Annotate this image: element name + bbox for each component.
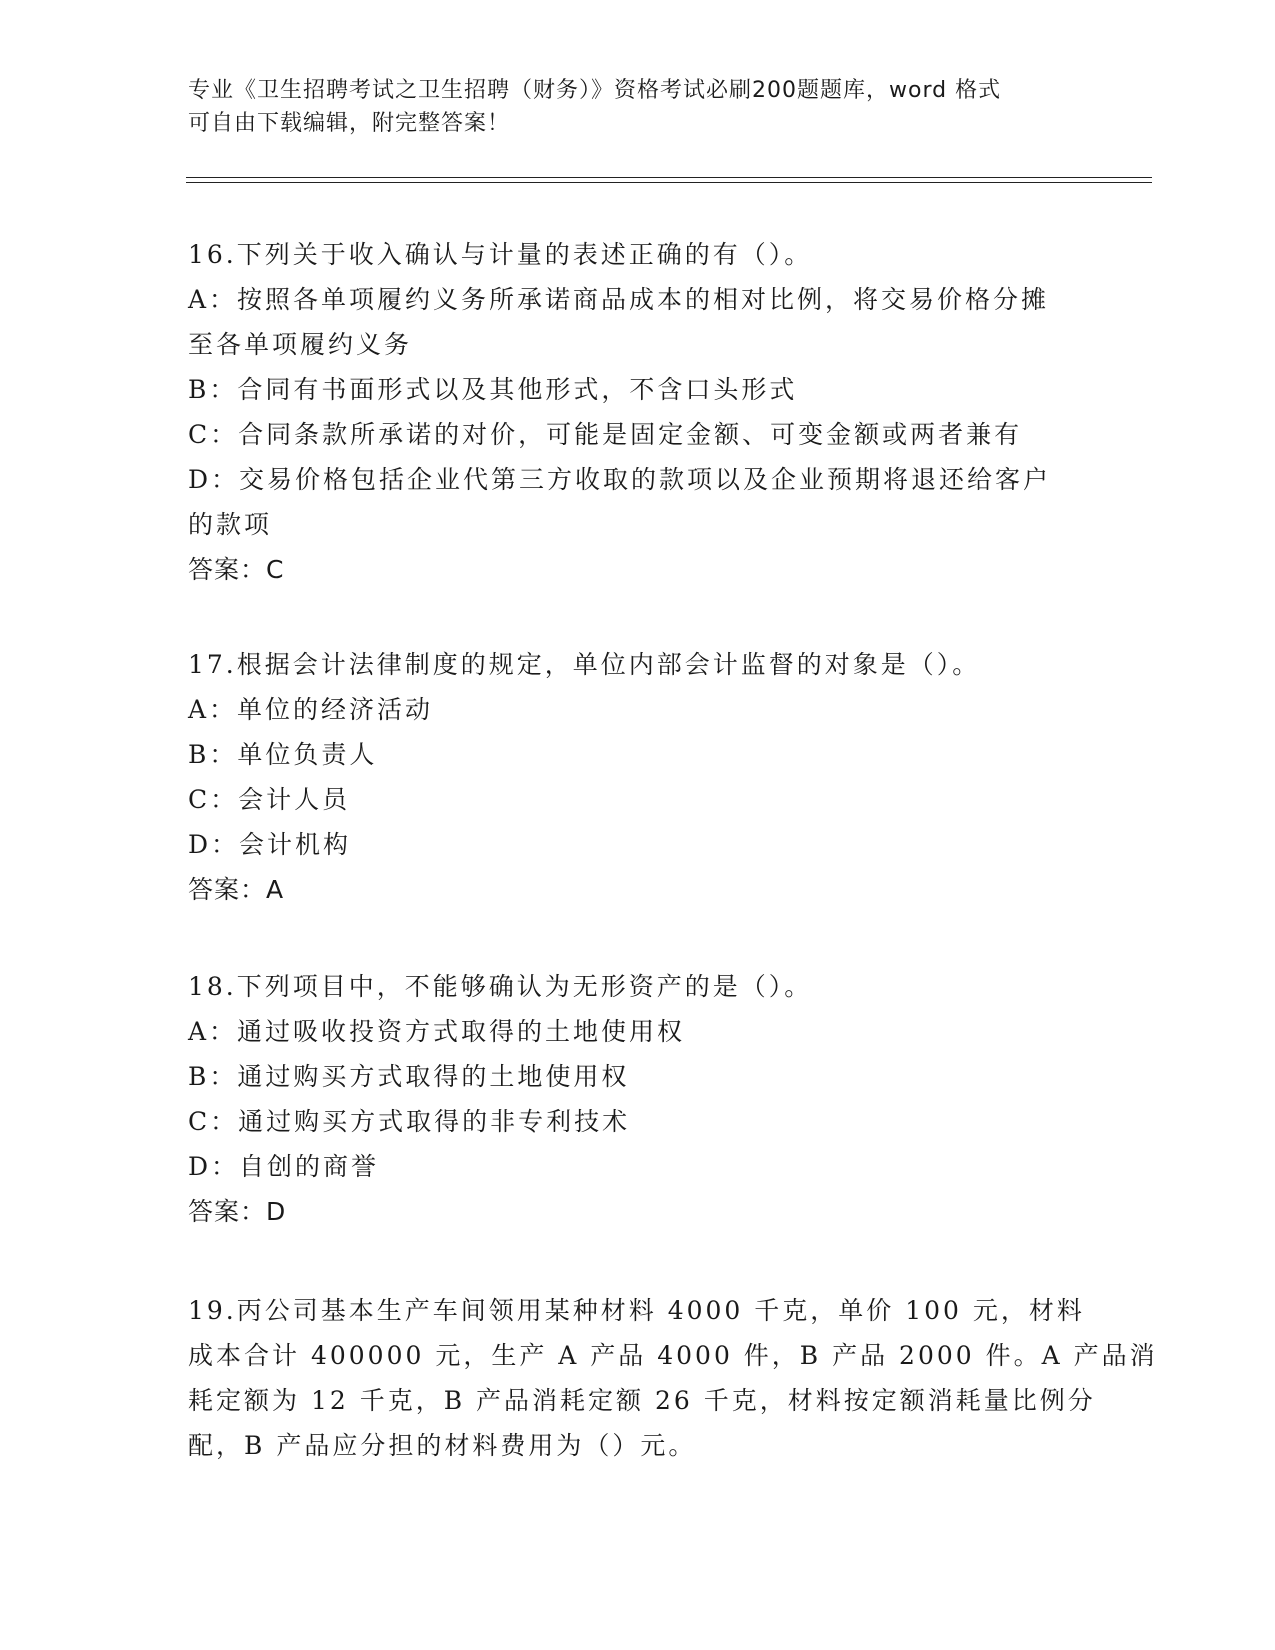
option-d-line-1: D：交易价格包括企业代第三方收取的款项以及企业预期将退还给客户 [188,465,1052,494]
option-b: B：合同有书面形式以及其他形式，不含口头形式 [188,375,798,404]
answer: 答案：A [188,875,285,904]
question-stem-line-1: 19.丙公司基本生产车间领用某种材料 4000 千克，单价 100 元，材料 [188,1296,1085,1325]
question-stem: 18.下列项目中，不能够确认为无形资产的是（）。 [188,972,813,1001]
option-a-line-1: A：按照各单项履约义务所承诺商品成本的相对比例，将交易价格分摊 [188,285,1050,314]
question-16 [188,232,1088,592]
question-18 [188,964,1088,1234]
question-stem-line-3: 耗定额为 12 千克，B 产品消耗定额 26 千克，材料按定额消耗量比例分 [188,1386,1096,1415]
question-stem: 17.根据会计法律制度的规定，单位内部会计监督的对象是（）。 [188,650,981,679]
question-19 [188,1288,1158,1468]
answer: 答案：C [188,555,285,584]
option-a-line-2: 至各单项履约义务 [188,330,413,359]
header-line-2: 可自由下载编辑，附完整答案！ [188,111,511,136]
option-b: B：通过购买方式取得的土地使用权 [188,1062,630,1091]
option-c: C：合同条款所承诺的对价，可能是固定金额、可变金额或两者兼有 [188,420,1023,449]
option-c: C：会计人员 [188,785,351,814]
question-stem: 16.下列关于收入确认与计量的表述正确的有（）。 [188,240,813,269]
header-divider-bottom [186,182,1152,183]
question-stem-line-4: 配，B 产品应分担的材料费用为（）元。 [188,1431,697,1460]
header-divider-top [186,177,1152,178]
answer: 答案：D [188,1197,287,1226]
document-header [188,74,1088,140]
option-b: B：单位负责人 [188,740,378,769]
option-a: A：通过吸收投资方式取得的土地使用权 [188,1017,686,1046]
option-c: C：通过购买方式取得的非专利技术 [188,1107,631,1136]
header-line-1: 专业《卫生招聘考试之卫生招聘（财务）》资格考试必刷200题题库，word 格式 [188,78,1002,103]
option-a: A：单位的经济活动 [188,695,434,724]
option-d: D：会计机构 [188,830,352,859]
option-d: D：自创的商誉 [188,1152,380,1181]
question-stem-line-2: 成本合计 400000 元，生产 A 产品 4000 件，B 产品 2000 件。A 产品消 [188,1341,1158,1370]
option-d-line-2: 的款项 [188,510,273,539]
question-17 [188,642,1088,912]
